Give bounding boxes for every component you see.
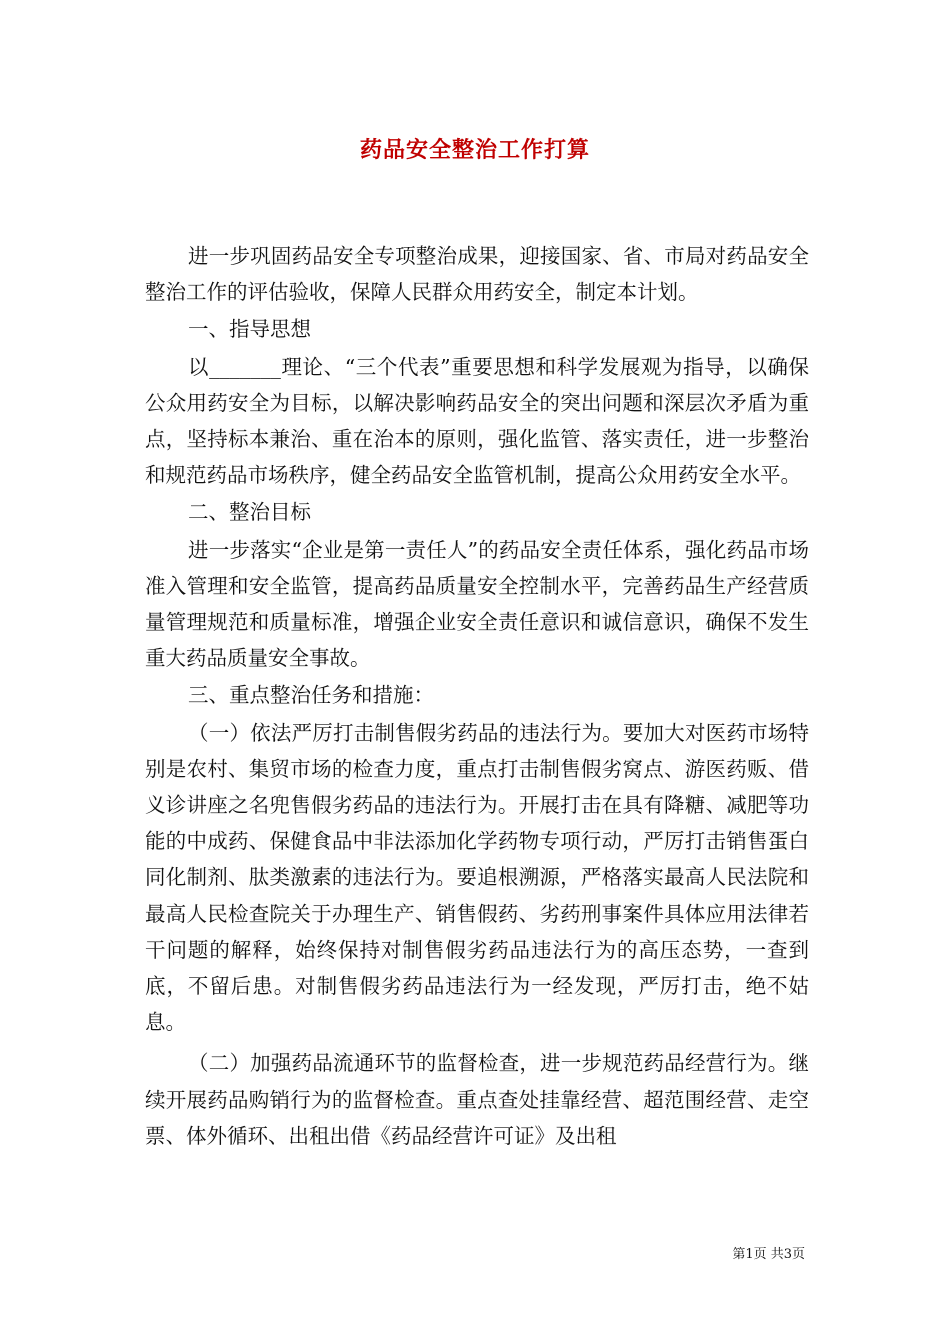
- section-heading-tasks: 三、重点整治任务和措施：: [188, 683, 435, 708]
- section-heading-guiding-ideology: 一、指导思想: [188, 317, 312, 342]
- section-heading-goals: 二、整治目标: [188, 500, 312, 525]
- document-title: 药品安全整治工作打算: [359, 137, 590, 163]
- task-two-paragraph: （二）加强药品流通环节的监督检查，进一步规范药品经营行为。继续开展药品购销行为的监督检查。重点查处挂靠经营、超范围经营、走空票、体外循环、出租出借《药品经营许可证》及出租: [145, 1051, 809, 1148]
- guiding-ideology-paragraph: 以_______理论、“三个代表”重要思想和科学发展观为指导，以确保公众用药安全为目标，以解决影响药品安全的突出问题和深层次矛盾为重点，坚持标本兼治、重在治本的原则，强化监管、落实责任，进一步整治和规范药品市场秩序，健全药品安全监管机制，提高公众用药安全水平。: [145, 354, 809, 488]
- document-body: [145, 238, 809, 1154]
- task-one-paragraph: （一）依法严厉打击制售假劣药品的违法行为。要加大对医药市场特别是农村、集贸市场的检查力度，重点打击制售假劣窝点、游医药贩、借义诊讲座之名兜售假劣药品的违法行为。开展打击在具有降糖、减肥等功能的中成药、保健食品中非法添加化学药物专项行动，严厉打击销售蛋白同化制剂、肽类激素的违法行为。要追根溯源，严格落实最高人民法院和最高人民检查院关于办理生产、销售假药、劣药刑事案件具体应用法律若干问题的解释，始终保持对制售假劣药品违法行为的高压态势，一查到底，不留后患。对制售假劣药品违法行为一经发现，严厉打击，绝不姑息。: [145, 720, 809, 1035]
- intro-paragraph: 进一步巩固药品安全专项整治成果，迎接国家、省、市局对药品安全整治工作的评估验收，保障人民群众用药安全，制定本计划。: [145, 244, 809, 305]
- page-number-footer: 第1页 共3页: [732, 1247, 805, 1262]
- goals-paragraph: 进一步落实“企业是第一责任人”的药品安全责任体系，强化药品市场准入管理和安全监管，提高药品质量安全控制水平，完善药品生产经营质量管理规范和质量标准，增强企业安全责任意识和诚信意识，确保不发生重大药品质量安全事故。: [145, 537, 809, 671]
